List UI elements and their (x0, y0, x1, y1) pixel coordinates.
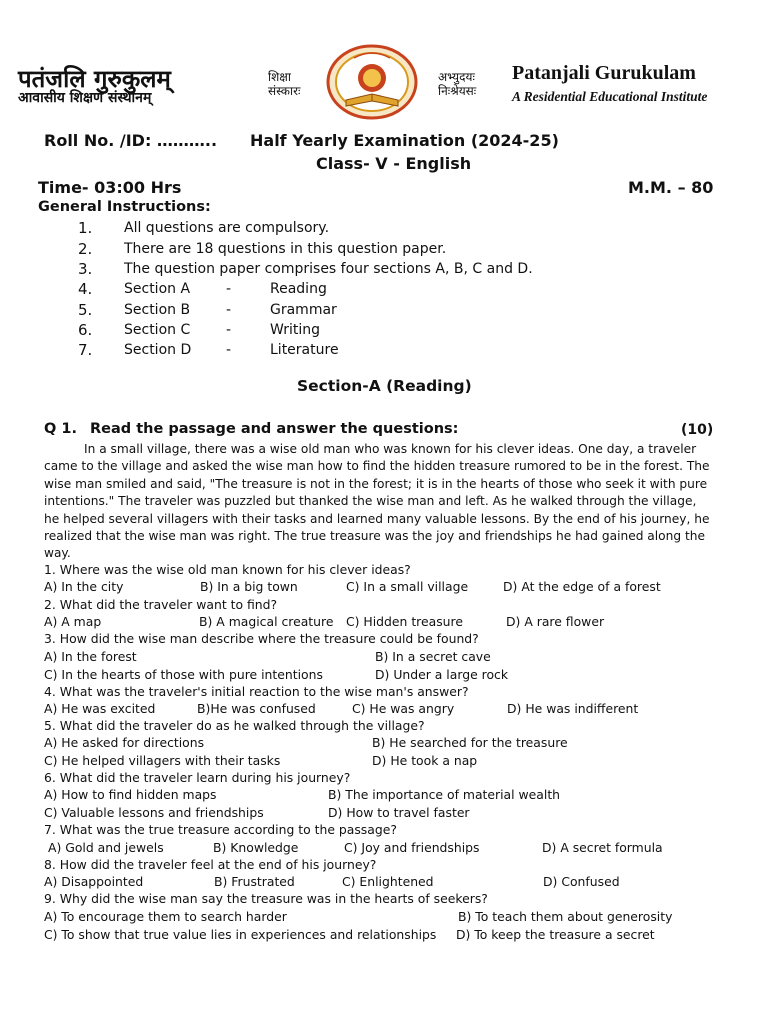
section-name: Section B (124, 302, 191, 318)
option: D) To keep the treasure a secret (456, 927, 655, 942)
school-hindi-title: पतंजलि गुरुकुलम् (18, 64, 171, 93)
reading-passage (44, 441, 712, 563)
instruction-number: 4. (78, 280, 93, 298)
section-name: Section D (124, 342, 192, 358)
option: C) To show that true value lies in experiences and relationships (44, 927, 437, 942)
section-area: Literature (270, 342, 339, 358)
question-text: 8. How did the traveler feel at the end of his journey? (44, 857, 377, 872)
passage-text: In a small village, there was a wise old man who was known for his clever ideas. One day, a traveler came to the village and asked the wise man how to find the hidden treasure rumored to be in the forest. The wise man smiled and said, "The treasure is not in the forest; it is in the hearts of those who seek it with pure intentions." The traveler was puzzled but thanked the wise man and left. As he walked through the village, he helped several villagers with their tasks and learned many valuable lessons. By the end of his journey, he realized that the wise man was right. The true treasure was the joy and friendships he had gained along the way. (44, 442, 710, 561)
option: D) How to travel faster (328, 805, 470, 820)
option: B) Frustrated (214, 874, 295, 889)
section-name: Section A (124, 281, 191, 297)
option: A) How to find hidden maps (44, 787, 217, 802)
option: A) Disappointed (44, 874, 144, 889)
instruction-text: The question paper comprises four sections A, B, C and D. (124, 261, 533, 277)
section-dash: - (226, 281, 232, 297)
section-dash: - (226, 342, 232, 358)
option: B) To teach them about generosity (458, 909, 673, 924)
school-english-subtitle: A Residential Educational Institute (512, 89, 708, 104)
section-name: Section C (124, 322, 191, 338)
option: C) Valuable lessons and friendships (44, 805, 264, 820)
option: A) In the city (44, 579, 124, 594)
option: A) He was excited (44, 701, 156, 716)
option: A) In the forest (44, 649, 137, 664)
exam-time: Time- 03:00 Hrs (38, 178, 182, 197)
option: D) At the edge of a forest (503, 579, 661, 594)
option: B) The importance of material wealth (328, 787, 561, 802)
instruction-number: 2. (78, 240, 93, 258)
instruction-text: There are 18 questions in this question paper. (124, 241, 447, 257)
question-text: 7. What was the true treasure according to the passage? (44, 822, 397, 837)
question-text: 4. What was the traveler's initial reaction to the wise man's answer? (44, 684, 469, 699)
question-text: 5. What did the traveler do as he walked through the village? (44, 718, 425, 733)
option: B) A magical creature (199, 614, 334, 629)
option: A) He asked for directions (44, 735, 205, 750)
section-a-title: Section-A (Reading) (297, 377, 472, 395)
question-text: 9. Why did the wise man say the treasure was in the hearts of seekers? (44, 891, 488, 906)
option: D) Under a large rock (375, 667, 509, 682)
motto-left-line-1: शिक्षा (268, 70, 291, 84)
option: C) Joy and friendships (344, 840, 480, 855)
section-area: Writing (270, 322, 320, 338)
motto-right-line-1: अभ्युदयः (438, 70, 475, 84)
instruction-number: 7. (78, 341, 93, 359)
option: A) To encourage them to search harder (44, 909, 287, 924)
option: B) In a secret cave (375, 649, 491, 664)
roll-number: Roll No. /ID: ……….. (44, 131, 218, 150)
option: D) He took a nap (372, 753, 478, 768)
option: A) Gold and jewels (48, 840, 164, 855)
max-marks: M.M. – 80 (628, 178, 714, 197)
motto-right-line-2: निःश्रेयसः (438, 84, 477, 98)
motto-left (268, 70, 300, 98)
option: C) He was angry (352, 701, 455, 716)
motto-right (438, 70, 476, 98)
option: C) He helped villagers with their tasks (44, 753, 281, 768)
q1-marks: (10) (681, 422, 714, 438)
option: C) In a small village (346, 579, 469, 594)
option: B) In a big town (200, 579, 298, 594)
question-text: 6. What did the traveler learn during his journey? (44, 770, 351, 785)
question-text: 2. What did the traveler want to find? (44, 597, 278, 612)
instruction-number: 3. (78, 260, 93, 278)
school-hindi-subtitle: आवासीय शिक्षण संस्थानम् (18, 90, 152, 106)
instruction-text: All questions are compulsory. (124, 220, 330, 236)
instruction-number: 5. (78, 301, 93, 319)
q1-instruction: Read the passage and answer the questions: (90, 421, 459, 437)
option: D) A secret formula (542, 840, 663, 855)
option: C) In the hearts of those with pure intentions (44, 667, 323, 682)
exam-title: Half Yearly Examination (2024-25) (250, 131, 559, 150)
instruction-number: 6. (78, 321, 93, 339)
option: B)He was confused (197, 701, 316, 716)
section-dash: - (226, 322, 232, 338)
option: D) Confused (543, 874, 620, 889)
motto-left-line-2: संस्कारः (268, 84, 301, 98)
question-text: 1. Where was the wise old man known for his clever ideas? (44, 562, 411, 577)
option: C) Hidden treasure (346, 614, 463, 629)
exam-class: Class- V - English (316, 154, 472, 173)
option: C) Enlightened (342, 874, 434, 889)
option: D) A rare flower (506, 614, 605, 629)
option: A) A map (44, 614, 102, 629)
option: D) He was indifferent (507, 701, 639, 716)
section-dash: - (226, 302, 232, 318)
instruction-number: 1. (78, 219, 93, 237)
school-english-title: Patanjali Gurukulam (512, 62, 696, 84)
section-area: Reading (270, 281, 327, 297)
section-area: Grammar (270, 302, 337, 318)
q1-label: Q 1. (44, 421, 77, 437)
school-logo (324, 44, 420, 122)
option: B) He searched for the treasure (372, 735, 568, 750)
option: B) Knowledge (213, 840, 299, 855)
instructions-heading: General Instructions: (38, 199, 211, 215)
question-text: 3. How did the wise man describe where the treasure could be found? (44, 631, 479, 646)
